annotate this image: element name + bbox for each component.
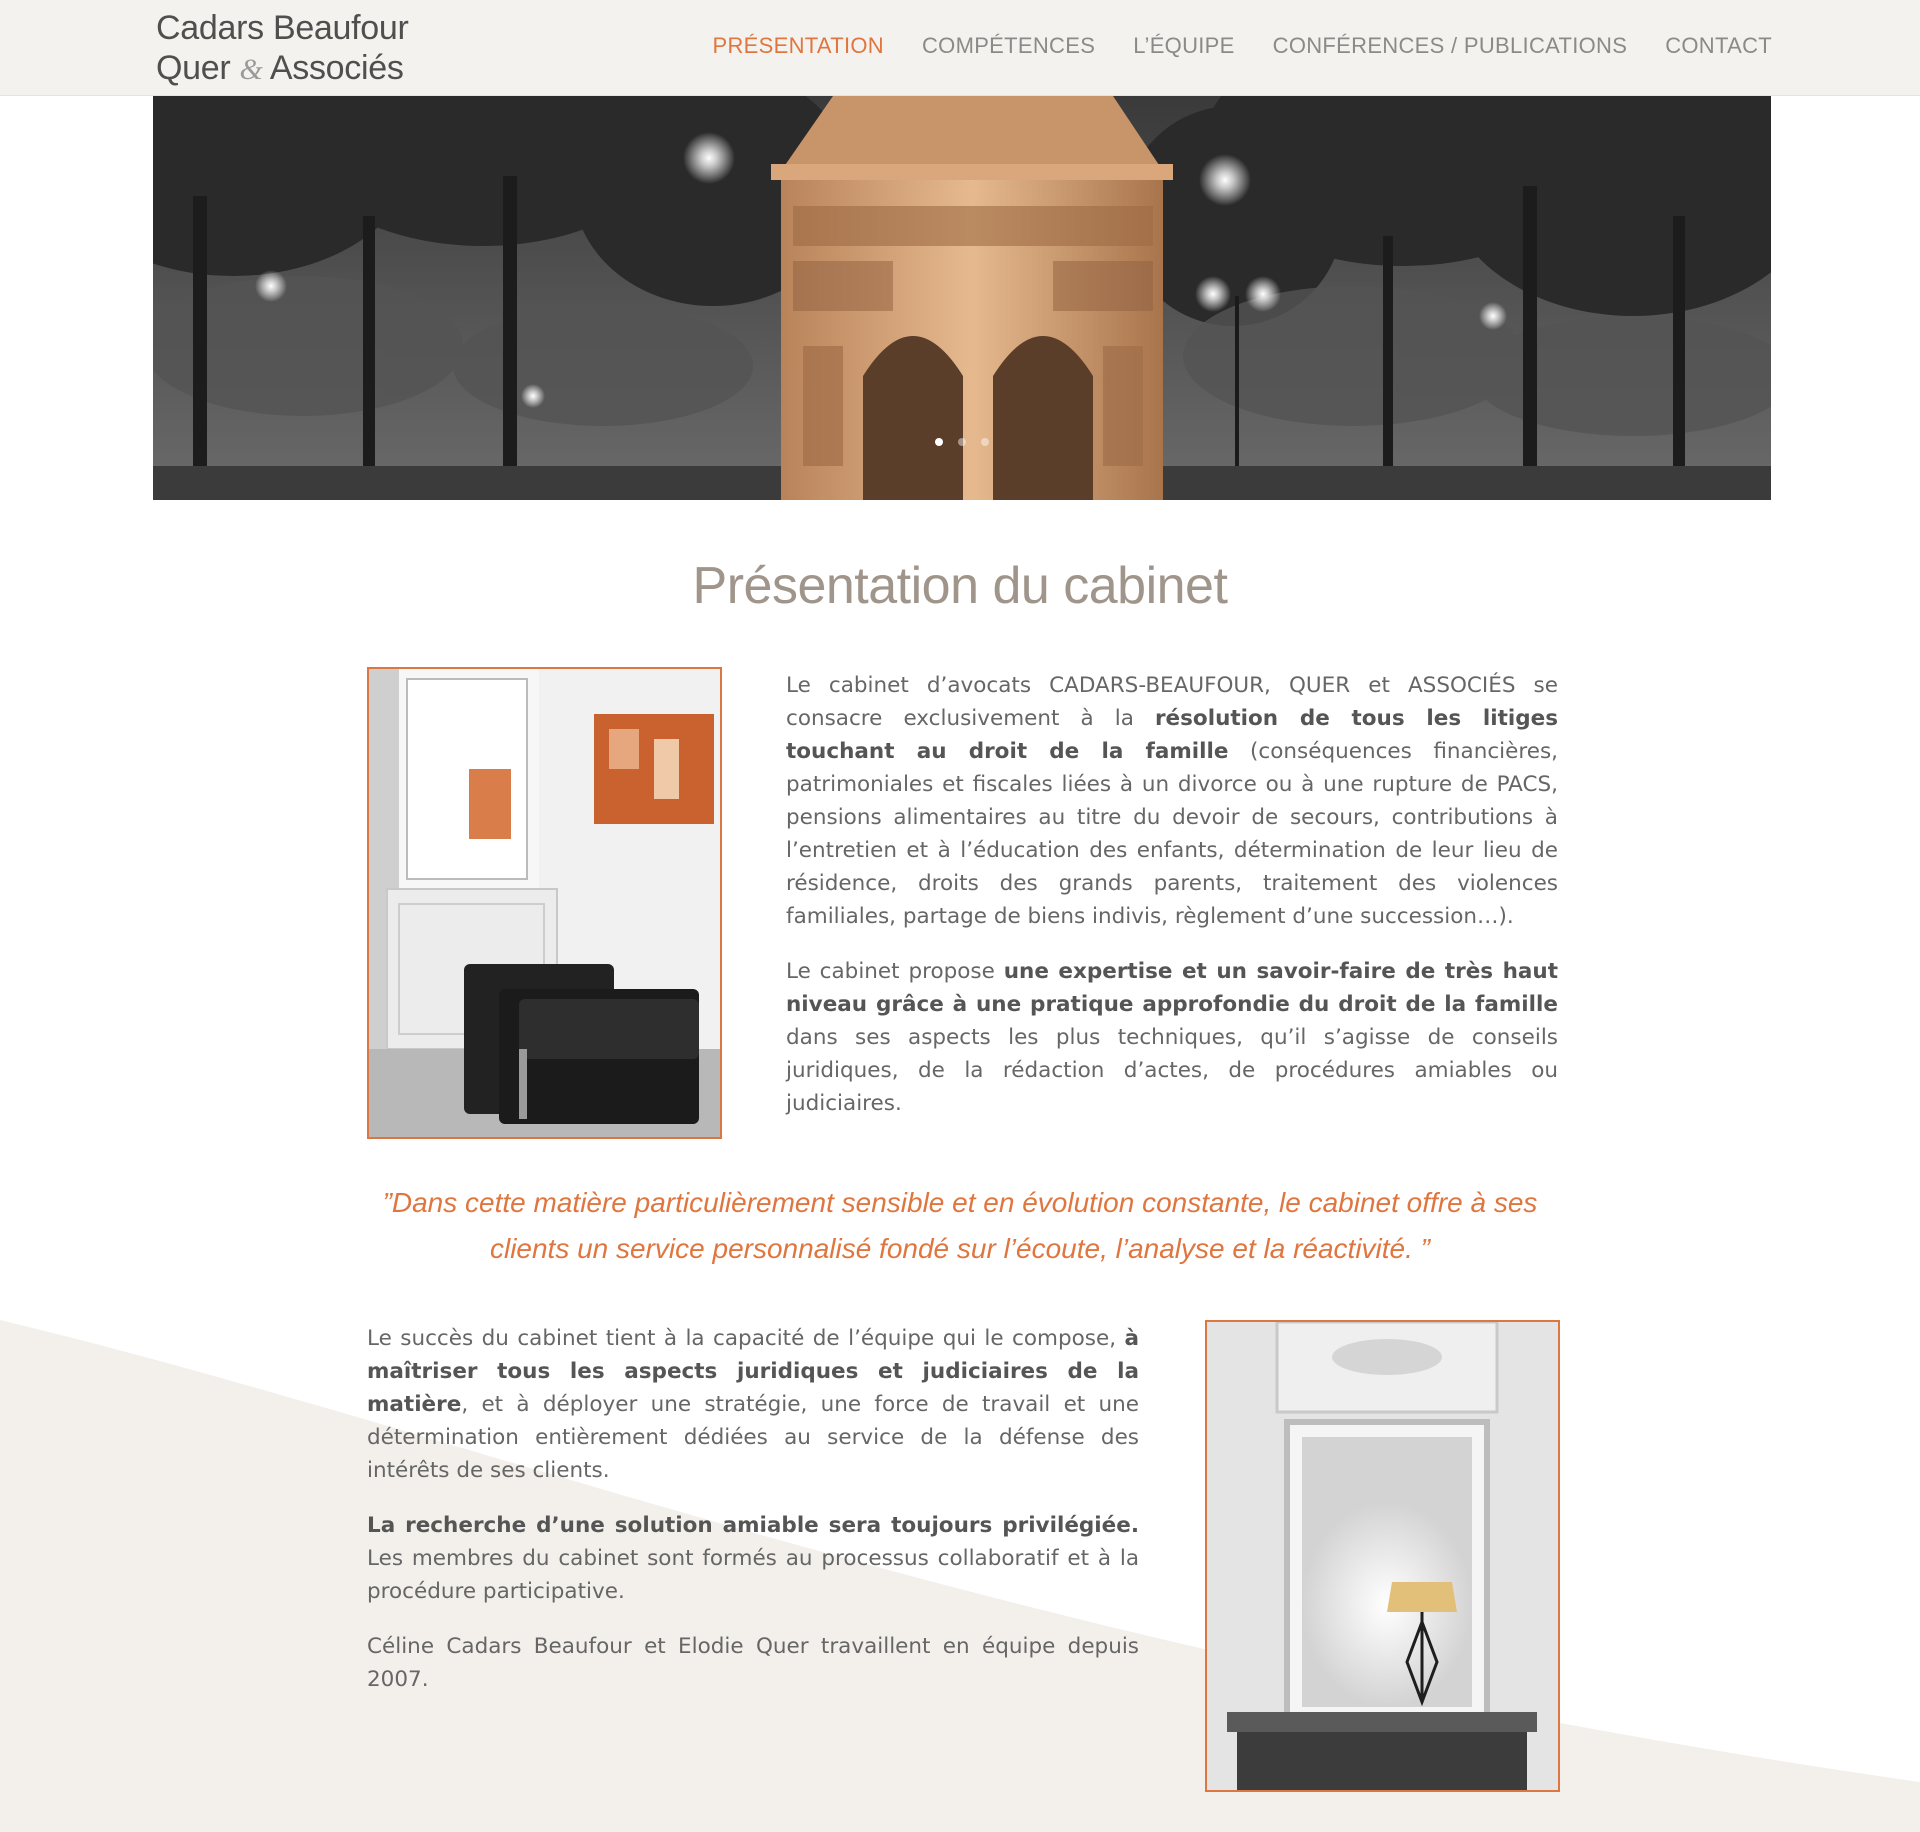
nav-equipe[interactable]: L’ÉQUIPE bbox=[1133, 33, 1235, 58]
site-header bbox=[0, 0, 1920, 96]
paragraph-success bbox=[367, 1322, 1139, 1487]
paragraph-expertise bbox=[786, 955, 1558, 1120]
office-mirror-lamp-photo bbox=[1205, 1320, 1560, 1792]
para3-text-a: Le succès du cabinet tient à la capacité de l’équipe qui le compose, bbox=[367, 1326, 1125, 1351]
office-waiting-room-photo bbox=[367, 667, 722, 1139]
para1-text-a: Le cabinet d’avocats CADARS-BEAUFOUR, QUER et ASSOCIÉS se consacre exclusivement à la bbox=[786, 673, 1558, 731]
nav-presentation[interactable]: PRÉSENTATION bbox=[712, 33, 884, 58]
team-text bbox=[367, 1322, 1139, 1718]
site-logo[interactable] bbox=[156, 8, 409, 90]
para4-text: Les membres du cabinet sont formés au processus collaboratif et à la procédure participative. bbox=[367, 1546, 1139, 1604]
nav-contact[interactable]: CONTACT bbox=[1665, 33, 1772, 58]
logo-text-quer: Quer bbox=[156, 49, 231, 87]
slider-dot-2[interactable] bbox=[958, 438, 966, 446]
logo-line-2 bbox=[156, 48, 409, 90]
logo-ampersand: & bbox=[239, 53, 263, 86]
para3-bold: à maîtriser tous les aspects juridiques et judiciaires de la matière bbox=[367, 1326, 1139, 1417]
para1-text-b: (conséquences financières, patrimoniales et fiscales liées à un divorce ou à une rupture de PACS, pensions alimentaires au titre du devoir de secours, contributions à l’entretien et à l’éducation des enfants, détermination de leur lieu de résidence, droits des grands parents, traitement des violences familiales, partage de biens indivis, règlement d’une succession…). bbox=[786, 739, 1558, 929]
paragraph-team-since: Céline Cadars Beaufour et Elodie Quer travaillent en équipe depuis 2007. bbox=[367, 1634, 1139, 1692]
slider-dots bbox=[153, 431, 1771, 450]
para2-text-b: dans ses aspects les plus techniques, qu’il s’agisse de conseils juridiques, de la rédaction d’actes, de procédures amiables ou judiciaires. bbox=[786, 1025, 1558, 1116]
logo-line-1: Cadars Beaufour bbox=[156, 9, 409, 47]
pull-quote: ”Dans cette matière particulièrement sensible et en évolution constante, le cabinet offre à ses clients un service personnalisé fondé sur l’écoute, l’analyse et la réactivité. ” bbox=[382, 1187, 1538, 1264]
paragraph-specialization bbox=[786, 669, 1558, 933]
logo-text-associes: Associés bbox=[269, 49, 404, 87]
main-nav bbox=[713, 33, 1773, 59]
para4-bold: La recherche d’une solution amiable sera toujours privilégiée. bbox=[367, 1513, 1139, 1538]
nav-competences[interactable]: COMPÉTENCES bbox=[921, 33, 1096, 58]
paragraph-amicable bbox=[367, 1509, 1139, 1608]
slider-dot-3[interactable] bbox=[981, 438, 989, 446]
page-title: Présentation du cabinet bbox=[692, 557, 1228, 615]
hero-slider[interactable] bbox=[153, 96, 1771, 500]
para2-text-a: Le cabinet propose bbox=[786, 959, 1004, 984]
nav-conferences-publications[interactable]: CONFÉRENCES / PUBLICATIONS bbox=[1272, 33, 1628, 58]
para1-bold: résolution de tous les litiges touchant au droit de la famille bbox=[786, 706, 1558, 764]
slider-dot-1[interactable] bbox=[935, 438, 943, 446]
para2-bold: une expertise et un savoir-faire de très haut niveau grâce à une pratique approfondie du droit de la famille bbox=[786, 959, 1558, 1017]
intro-text bbox=[786, 669, 1558, 1142]
para3-text-b: , et à déployer une stratégie, une force de travail et une détermination entièrement dédiées au service de la défense des intérêts de ses clients. bbox=[367, 1392, 1139, 1483]
